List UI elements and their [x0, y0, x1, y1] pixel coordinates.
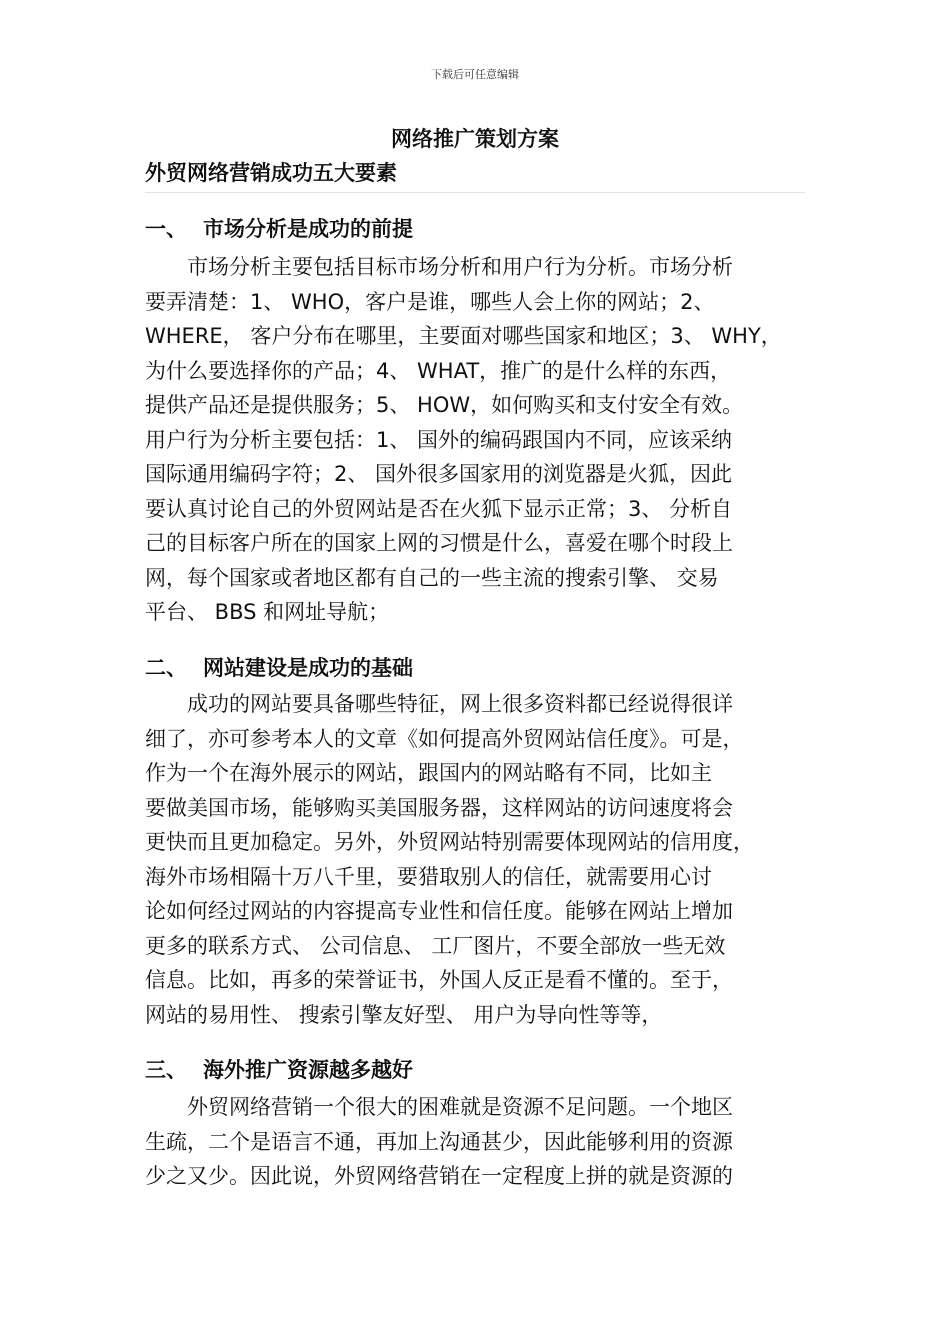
text-line: 要弄清楚：1、 WHO，客户是谁，哪些人会上你的网站；2、	[145, 289, 715, 314]
text-line: 成功的网站要具备哪些特征，网上很多资料都已经说得很详	[145, 692, 733, 716]
section-title: 网站建设是成功的基础	[203, 656, 413, 680]
text-line: 作为一个在海外展示的网站，跟国内的网站略有不同，比如主	[145, 761, 712, 785]
text-line: 国际通用编码字符；2、 国外很多国家用的浏览器是火狐，因此	[145, 462, 733, 486]
text-line: 细了，亦可参考本人的文章《如何提高外贸网站信任度》。可是，	[145, 726, 744, 751]
document-subtitle: 外贸网络营销成功五大要素	[145, 157, 805, 193]
text-line: 平台、 BBS 和网址导航；	[145, 600, 390, 624]
text-line: 为什么要选择你的产品；4、 WHAT，推广的是什么样的东西，	[145, 358, 732, 383]
text-line: 用户行为分析主要包括：1、 国外的编码跟国内不同，应该采纳	[145, 427, 733, 452]
section-title: 海外推广资源越多越好	[203, 1058, 413, 1082]
text-line: 信息。比如，再多的荣誉证书，外国人反正是看不懂的。至于，	[145, 968, 733, 992]
section-body	[145, 1090, 815, 1194]
text-line: 要认真讨论自己的外贸网站是否在火狐下显示正常；3、 分析自	[145, 496, 733, 521]
page-header: 下载后可任意编辑	[431, 68, 519, 81]
section-heading	[145, 213, 805, 243]
section-body	[145, 687, 815, 1032]
text-line: 己的目标客户所在的国家上网的习惯是什么，喜爱在哪个时段上	[145, 531, 733, 555]
section-heading	[145, 652, 805, 682]
section-number: 二、	[145, 656, 187, 680]
section-title: 市场分析是成功的前提	[203, 217, 413, 241]
text-line: 生疏，二个是语言不通，再加上沟通甚少，因此能够利用的资源	[145, 1129, 733, 1154]
text-line: 市场分析主要包括目标市场分析和用户行为分析。市场分析	[145, 255, 733, 279]
text-line: 论如何经过网站的内容提高专业性和信任度。能够在网站上增加	[145, 899, 733, 923]
section-heading	[145, 1054, 805, 1084]
section-body	[145, 250, 815, 630]
text-line: 网站的易用性、 搜索引擎友好型、 用户为导向性等等，	[145, 1002, 663, 1027]
text-line: 更快而且更加稳定。另外，外贸网站特别需要体现网站的信用度，	[145, 830, 754, 854]
text-line: 更多的联系方式、 公司信息、 工厂图片，不要全部放一些无效	[145, 933, 726, 958]
text-line: WHERE， 客户分布在哪里，主要面对哪些国家和地区；3、 WHY，	[145, 324, 782, 348]
text-line: 外贸网络营销一个很大的困难就是资源不足问题。一个地区	[145, 1095, 733, 1119]
text-line: 少之又少。因此说，外贸网络营销在一定程度上拼的就是资源的	[145, 1164, 733, 1188]
section-number: 一、	[145, 217, 187, 241]
text-line: 海外市场相隔十万八千里，要猎取别人的信任，就需要用心讨	[145, 864, 712, 889]
text-line: 提供产品还是提供服务；5、 HOW，如何购买和支付安全有效。	[145, 393, 744, 417]
section-number: 三、	[145, 1058, 187, 1082]
document-title: 网络推广策划方案	[391, 127, 559, 151]
text-line: 网，每个国家或者地区都有自己的一些主流的搜索引擎、 交易	[145, 565, 719, 590]
text-line: 要做美国市场，能够购买美国服务器，这样网站的访问速度将会	[145, 795, 733, 820]
